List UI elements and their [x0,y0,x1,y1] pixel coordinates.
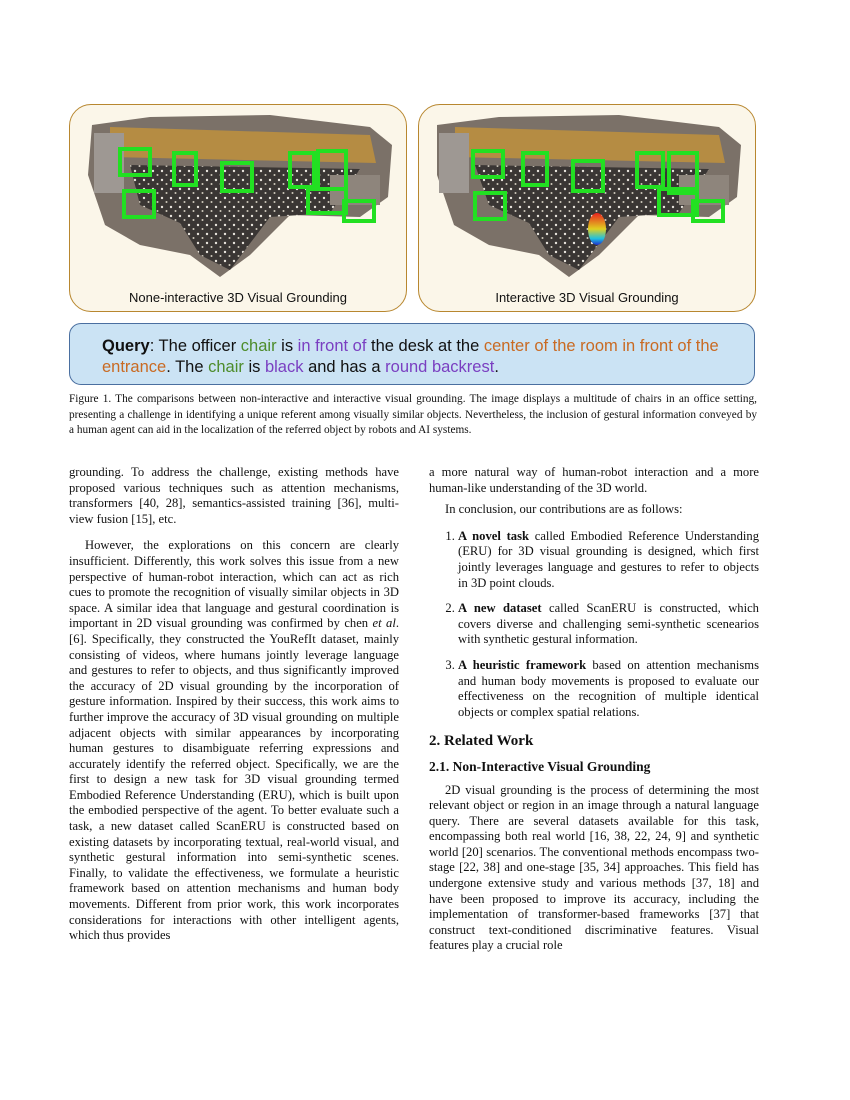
list-item: 2. A new dataset called ScanERU is constructed, which covers diverse and challenging semi-synthetic scenearios with synthetic gestural information. [458,601,759,648]
figure-panel-interactive [418,104,756,312]
query-box [69,323,755,385]
chair-box [523,153,547,185]
query-segment: : The officer [149,337,241,355]
gesture-heatmap [588,213,606,245]
paragraph: In conclusion, our contributions are as follows: [445,502,683,517]
bounding-box-overlay [419,105,755,290]
query-segment: is [276,337,298,355]
bounding-box-overlay [70,105,406,290]
chair-box [318,151,346,189]
chair-box [290,153,314,187]
query-segment: chair [240,337,277,355]
right-column [429,465,759,965]
query-segment: black [264,358,304,376]
chair-box [473,151,503,177]
chair-box [475,193,505,219]
query-segment: the desk at the [366,337,484,355]
subsection-heading: 2.1. Non-Interactive Visual Grounding [429,758,651,774]
chair-box [308,189,346,213]
query-segment: . The [166,358,209,376]
panel-caption-left: None-interactive 3D Visual Grounding [129,290,347,305]
chair-box [573,161,603,191]
section-heading: 2. Related Work [429,733,534,750]
figure-caption: Figure 1. The comparisons between non-interactive and interactive visual grounding. The image displays a multitude of chairs in an office setting, presenting a challenge in identifying a unique referent among visually similar objects. Nevertheless, the inclusion of gestural information conveyed by a human agent can aid in the localization of the referred object by robots and AI systems. [69,393,757,436]
query-segment: is [243,358,265,376]
contributions-list [429,529,759,721]
query-segment: round backrest [385,358,495,376]
chair-box [637,153,663,187]
chair-box [120,149,150,175]
list-item: 3. A heuristic framework based on attention mechanisms and human body movements is proposed to evaluate our effectiveness on the recognition of multiple identical objects or complex spatial relations. [458,658,759,720]
paragraph: grounding. To address the challenge, existing methods have proposed various techniques such as attention mechanisms, transformers [40, 28], semantics-assisted training [36], multi-view fusion [15], etc. [69,465,399,526]
paragraph: 2D visual grounding is the process of determining the most relevant object or region in an image through a natural language query. There are several datasets available for this task, encompassing both real world [16, 38, 22, 24, 9] and synthetic world [20] scenarios. The conventional methods encompass two-stage [22, 38] and one-stage [35, 34] approaches. This field has undergone extensive study and various methods [37, 18] and have been proposed to improve its accuracy, including the implementation of transformer-based frameworks [37] that construct text-conditioned discriminative features. Visual features play a crucial role [429,782,759,953]
figure-panel-non-interactive [69,104,407,312]
query-segment: center of the room in front of the entrance [102,337,719,376]
query-label: Query [102,337,150,355]
query-segment: chair [208,358,244,376]
paragraph: However, the explorations on this concern are clearly insufficient. Differently, this work solves this issue from a new perspective of human-robot interaction, which can act as rich cues to promote the recognition of visually similar objects in 3D space. A similar idea that language and gestural coordination is important in 2D visual grounding was confirmed by chen et al. [6]. Specifically, they constructed the YouRefIt dataset, mainly consisting of videos, where humans jointly leverage language and gestures to refer to objects, and thus significantly improved the accuracy of 2D visual grounding by the incorporation of gesture information. Inspired by their success, this work aims to further improve the accuracy of 3D visual grounding on multiple adjacent objects with similar appearances by incorporating human gestures to disambiguate referring expressions and accurately identify the referred object. Specifically, we are the first to design a new task for 3D visual grounding termed Embodied Reference Understanding (ERU), which is built upon the embodied perspective of the agent. To better evaluate such a task, a new dataset called ScanERU is constructed based on existing datasets by incorporating textual, real-world visual, and synthetic gestural information into semi-synthetic scenes. Finally, to validate the effectiveness, we formulate a heuristic framework based on attention mechanisms and human body movements. Different from prior work, this work incorporates considerations for interactions with other intelligent agents, which thus provides [69,538,399,943]
chair-box [222,163,252,191]
left-column [69,465,399,955]
chair-box [344,201,374,221]
chair-box [124,191,154,217]
chair-box [174,153,196,185]
query-segment: and has a [303,358,386,376]
list-item: 1. A novel task called Embodied Reference Understanding (ERU) for 3D visual grounding is designed, which first jointly leverages language and gestures to refer to objects in 3D point clouds. [458,529,759,591]
query-segment: in front of [297,337,367,355]
query-text [102,337,719,376]
panel-caption-right: Interactive 3D Visual Grounding [495,290,679,305]
query-segment: . [494,358,499,376]
paragraph: a more natural way of human-robot interaction and a more human-like understanding of the 3D world. [429,465,759,495]
